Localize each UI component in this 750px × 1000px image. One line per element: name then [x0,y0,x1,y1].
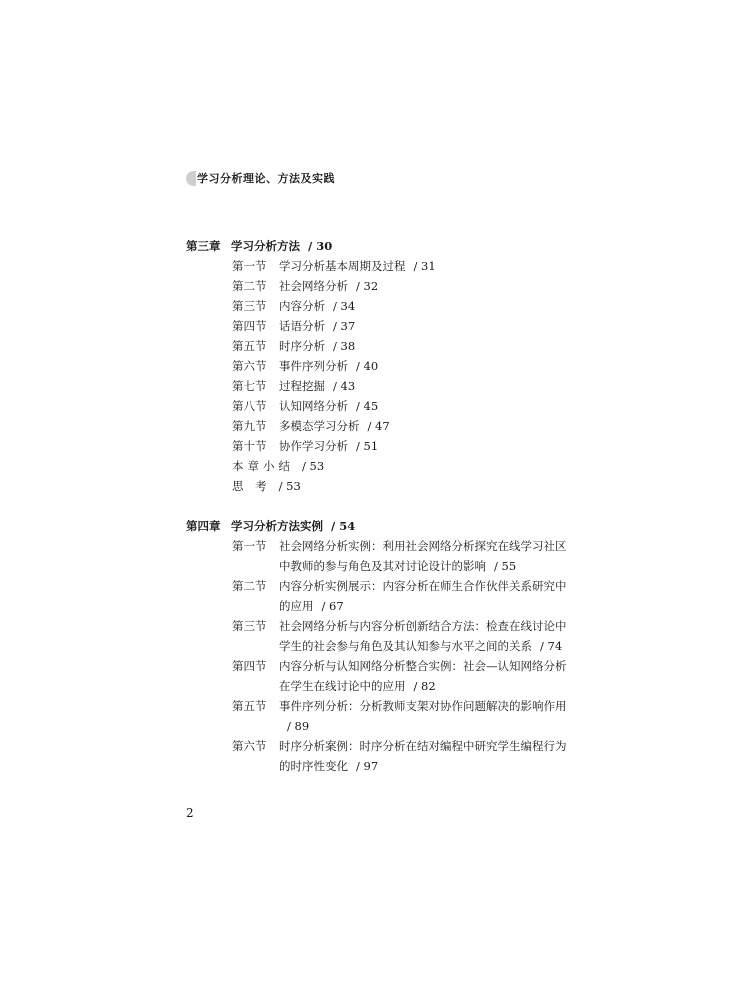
toc-entry: 第二节 社会网络分析 / 32 [232,279,379,293]
toc-entry-chapter-summary: 本章小结 / 53 [232,459,325,473]
toc-entry: 第十节 协作学习分析 / 51 [232,439,379,453]
toc-entry: 第一节 社会网络分析实例：利用社会网络分析探究在线学习社区 [232,539,567,553]
toc-entry-reflection: 思 考 / 53 [232,479,301,493]
toc-entry: 第七节 过程挖掘 / 43 [232,379,356,393]
toc-entry: 第六节 时序分析案例：时序分析在结对编程中研究学生编程行为 [232,739,567,753]
toc-entry: 第九节 多模态学习分析 / 47 [232,419,390,433]
toc-entry: 第二节 内容分析实例展示：内容分析在师生合作伙伴关系研究中 [232,579,567,593]
toc-entry: 第八节 认知网络分析 / 45 [232,399,379,413]
running-header-title: 学习分析理论、方法及实践 [197,172,335,185]
running-header [186,170,335,186]
toc-entry: 第五节 时序分析 / 38 [232,339,356,353]
toc-entry-continuation: / 89 [287,719,310,733]
toc-entry-continuation: 的应用 / 67 [279,599,344,613]
toc-entry: 第三节 社会网络分析与内容分析创新结合方法：检查在线讨论中 [232,619,567,633]
toc-entry: 第一节 学习分析基本周期及过程 / 31 [232,259,436,273]
page-number: 2 [186,806,194,820]
toc-entry: 第六节 事件序列分析 / 40 [232,359,379,373]
toc-entry-continuation: 学生的社会参与角色及其认知参与水平之间的关系 / 74 [279,639,563,653]
toc-entry: 第四节 话语分析 / 37 [232,319,356,333]
chapter-4-heading: 第四章 学习分析方法实例 / 54 [186,519,356,533]
toc-entry: 第四节 内容分析与认知网络分析整合实例：社会—认知网络分析 [232,659,567,673]
toc-entry-continuation: 在学生在线讨论中的应用 / 82 [279,679,436,693]
toc-entry: 第三节 内容分析 / 34 [232,299,356,313]
chapter-3-heading: 第三章 学习分析方法 / 30 [186,239,333,253]
header-tab-mark [186,171,196,186]
toc-entry-continuation: 的时序性变化 / 97 [279,759,379,773]
toc-entry-continuation: 中教师的参与角色及其对讨论设计的影响 / 55 [279,559,517,573]
toc-entry: 第五节 事件序列分析：分析教师支架对协作问题解决的影响作用 [232,699,567,713]
